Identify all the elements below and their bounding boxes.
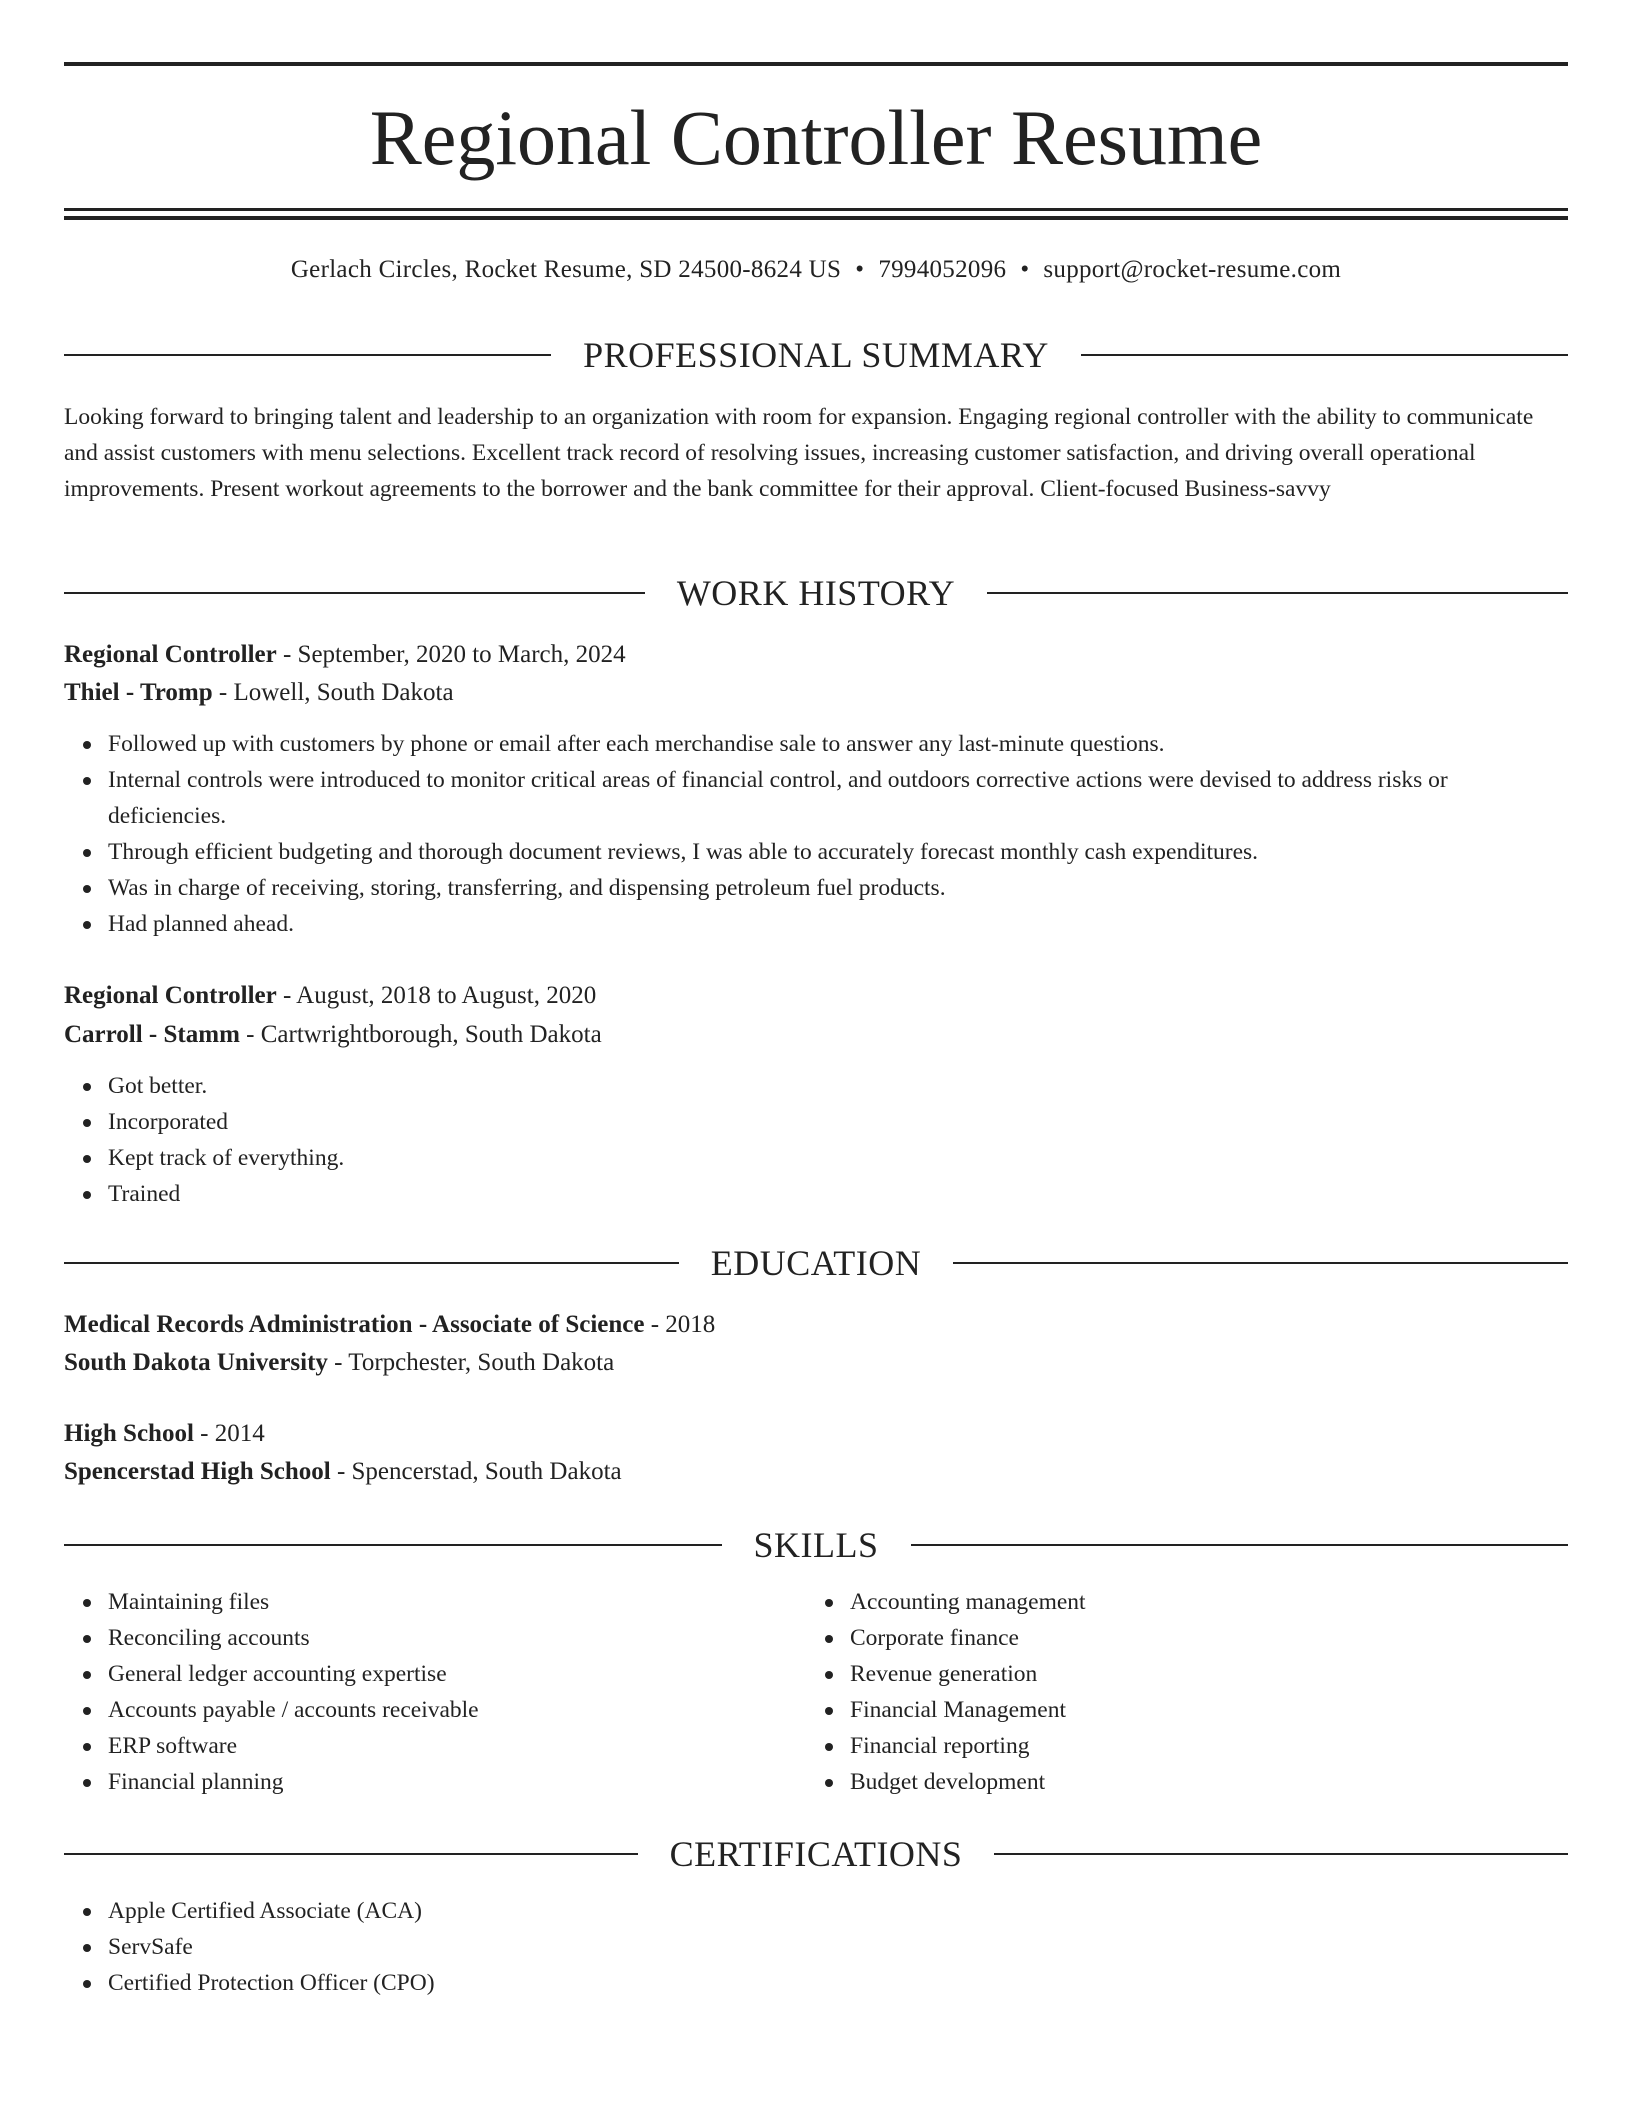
section-heading-summary (64, 335, 1568, 375)
education-school-line (64, 1345, 614, 1381)
list-item: Through efficient budgeting and thorough document reviews, I was able to accurately forecast monthly cash expenditures. (108, 834, 1568, 870)
job-location: - Cartwrightborough, South Dakota (239, 1021, 602, 1048)
education-school-line (64, 1454, 622, 1490)
job-company-line (64, 675, 454, 711)
job-bullets (64, 1068, 1568, 1212)
list-item: Followed up with customers by phone or email after each merchandise sale to answer any last-minute questions. (108, 726, 1568, 762)
contact-separator: • (855, 256, 865, 283)
education-location: - Spencerstad, South Dakota (330, 1458, 622, 1485)
resume-title: Regional Controller Resume (369, 94, 1263, 181)
certifications-list (64, 1893, 1568, 2001)
section-heading-skills (64, 1525, 1568, 1565)
education-year: - 2014 (193, 1420, 265, 1447)
list-item: Accounting management (850, 1584, 1490, 1620)
list-item: Apple Certified Associate (ACA) (108, 1893, 1568, 1929)
education-degree: Medical Records Administration - Associate of Science (64, 1311, 645, 1338)
list-item: Incorporated (108, 1104, 1568, 1140)
job-title-line (64, 637, 626, 673)
list-item: Kept track of everything. (108, 1140, 1568, 1176)
contact-email[interactable]: support@rocket-resume.com (1043, 256, 1342, 283)
list-item: Accounts payable / accounts receivable (108, 1692, 748, 1728)
education-degree: High School (64, 1420, 194, 1447)
title-double-rule (64, 208, 1568, 220)
job-company: Thiel - Tromp (64, 679, 213, 706)
list-item: ERP software (108, 1728, 748, 1764)
education-school: South Dakota University (64, 1349, 328, 1376)
list-item: Financial planning (108, 1764, 748, 1800)
top-rule (64, 62, 1568, 66)
list-item: Reconciling accounts (108, 1620, 748, 1656)
section-title: EDUCATION (710, 1243, 922, 1283)
job-dates: - August, 2018 to August, 2020 (276, 982, 597, 1009)
education-year: - 2018 (644, 1311, 716, 1338)
list-item: Was in charge of receiving, storing, transferring, and dispensing petroleum fuel products. (108, 870, 1568, 906)
list-item: Internal controls were introduced to monitor critical areas of financial control, and outdoors corrective actions were devised to address risks or deficiencies. (108, 762, 1568, 834)
list-item: Had planned ahead. (108, 906, 1568, 942)
education-degree-line (64, 1416, 265, 1452)
job-bullets (64, 726, 1568, 942)
list-item: ServSafe (108, 1929, 1568, 1965)
list-item: Certified Protection Officer (CPO) (108, 1965, 1568, 2001)
list-item: Trained (108, 1176, 1568, 1212)
job-company-line (64, 1017, 602, 1053)
education-degree-line (64, 1307, 715, 1343)
list-item: Financial reporting (850, 1728, 1490, 1764)
education-school: Spencerstad High School (64, 1458, 331, 1485)
list-item: Corporate finance (850, 1620, 1490, 1656)
job-location: - Lowell, South Dakota (212, 679, 454, 706)
section-heading-work-history (64, 573, 1568, 613)
section-title: WORK HISTORY (676, 573, 956, 613)
skills-list (64, 1584, 748, 1800)
job-title-line (64, 978, 596, 1014)
job-title: Regional Controller (64, 641, 277, 668)
list-item: Budget development (850, 1764, 1490, 1800)
list-item: Got better. (108, 1068, 1568, 1104)
section-title: CERTIFICATIONS (669, 1834, 963, 1874)
list-item: General ledger accounting expertise (108, 1656, 748, 1692)
list-item: Maintaining files (108, 1584, 748, 1620)
job-dates: - September, 2020 to March, 2024 (276, 641, 626, 668)
contact-line (64, 252, 1568, 288)
list-item: Financial Management (850, 1692, 1490, 1728)
contact-phone: 7994052096 (878, 256, 1007, 283)
section-heading-certifications (64, 1834, 1568, 1874)
list-item: Revenue generation (850, 1656, 1490, 1692)
contact-separator: • (1020, 256, 1030, 283)
summary-text: Looking forward to bringing talent and leadership to an organization with room for expansion. Engaging regional controller with the ability to communicate and assist customers with menu selections. Excellent track record of resolving issues, increasing customer satisfaction, and driving overall operational improvements. Present workout agreements to the borrower and the bank committee for their approval. Client-focused Business-savvy (64, 404, 1534, 502)
skills-list (806, 1584, 1490, 1800)
contact-address: Gerlach Circles, Rocket Resume, SD 24500-8624 US (290, 256, 842, 283)
section-title: SKILLS (753, 1525, 879, 1565)
section-title: PROFESSIONAL SUMMARY (583, 335, 1049, 375)
section-heading-education (64, 1243, 1568, 1283)
education-location: - Torpchester, South Dakota (327, 1349, 615, 1376)
job-title: Regional Controller (64, 982, 277, 1009)
job-company: Carroll - Stamm (64, 1021, 240, 1048)
